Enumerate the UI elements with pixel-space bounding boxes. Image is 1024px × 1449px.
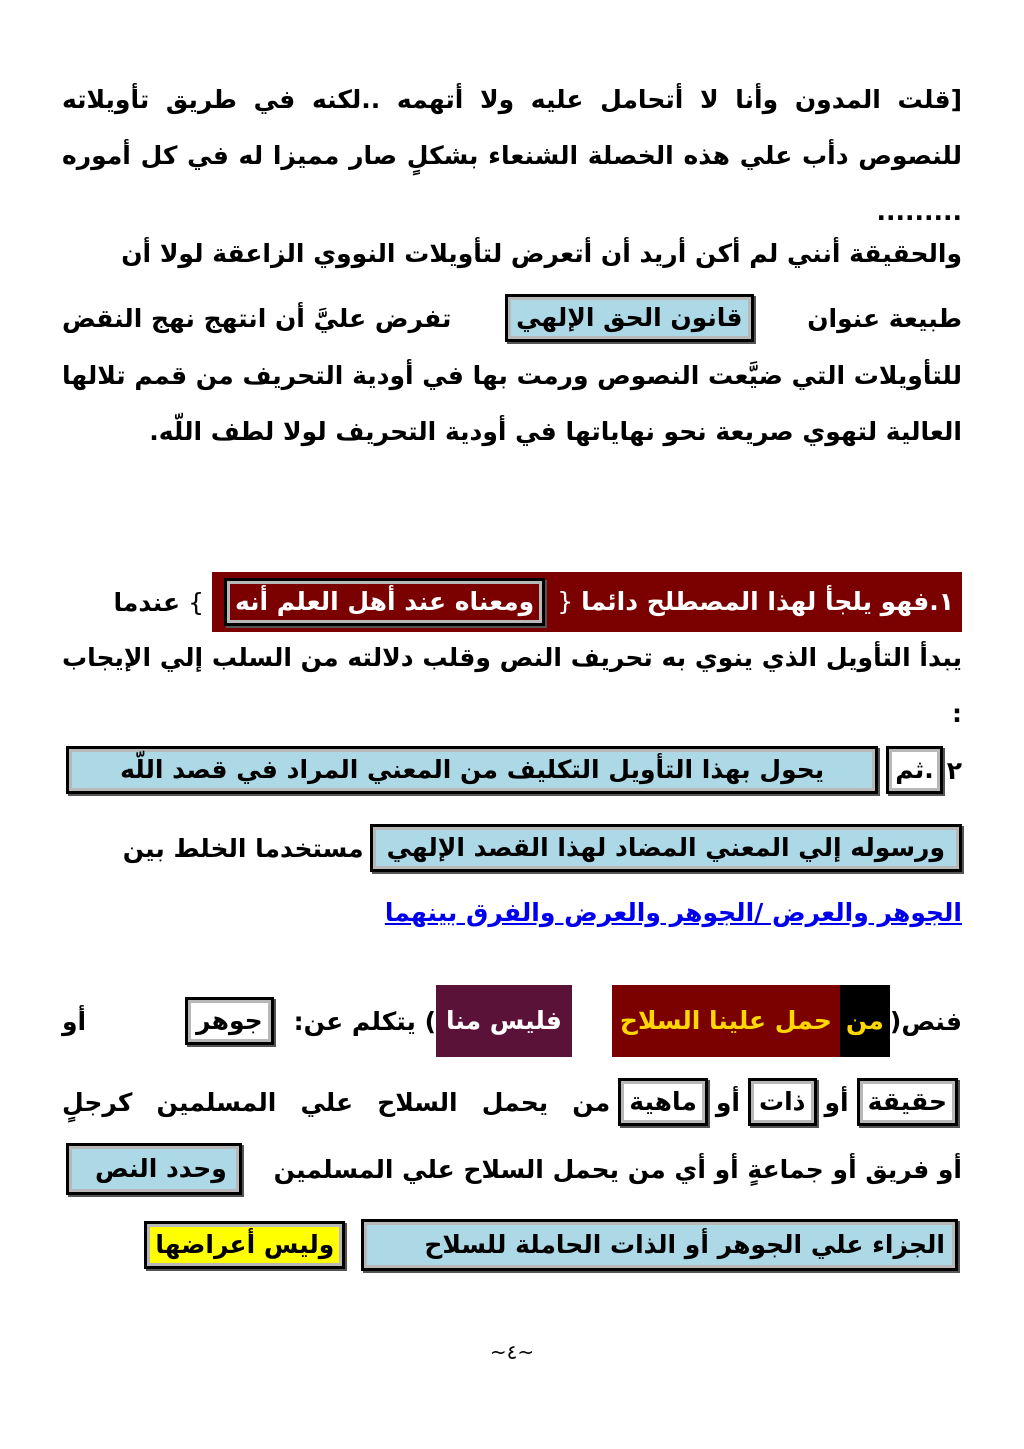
hadith-man: من xyxy=(840,985,890,1057)
highlight-box-title: قانون الحق الإلهي xyxy=(505,294,753,342)
item-2-line xyxy=(62,742,962,798)
item-2-then-box: .ثم xyxy=(886,746,943,794)
mahiya-box: ماهية xyxy=(618,1078,708,1126)
group-text: أو فريق أو جماعةٍ أو أي من يحمل السلاح علي المسلمين xyxy=(273,1154,962,1184)
item-1-box: ومعناه عند أهل العلم أنه xyxy=(224,578,545,626)
penalty-line xyxy=(62,1212,962,1278)
dhat-box: ذات xyxy=(748,1078,817,1126)
item-1-band xyxy=(212,572,962,632)
page-number: ~٤~ xyxy=(489,1340,535,1364)
paragraph-line-with-box xyxy=(62,290,962,346)
or-text: أو xyxy=(824,1087,849,1117)
penalty-box: الجزاء علي الجوهر أو الذات الحاملة للسلاح xyxy=(361,1219,958,1271)
item-2-box-1: يحول بهذا التأويل التكليف من المعني المراد في قصد اللّه xyxy=(66,746,878,794)
brace-close: } xyxy=(188,587,204,617)
item-2-number: ٢ xyxy=(946,755,962,785)
text-determined-box: وحدد النص xyxy=(66,1143,242,1195)
not-accidents-box: وليس أعراضها xyxy=(144,1221,345,1269)
item-2-line-2 xyxy=(62,820,962,876)
item-1-after: عندما xyxy=(113,587,181,617)
item-1-text: ١.فهو يلجأ لهذا المصطلح دائما xyxy=(581,587,954,616)
hadith-aw: أو xyxy=(62,1006,87,1036)
concept-link[interactable]: الجوهر والعرض /الجوهر والعرض والفرق بينهما xyxy=(384,897,962,927)
group-line xyxy=(62,1136,962,1202)
item-1-continuation: يبدأ التأويل الذي ينوي به تحريف النص وقلب دلالته من السلب إلي الإيجاب : xyxy=(62,643,962,728)
attributes-text: من يحمل السلاح علي المسلمين كرجلٍ xyxy=(62,1087,611,1117)
item-2-after: مستخدما الخلط بين xyxy=(122,833,364,863)
intro-paragraph: [قلت المدون وأنا لا أتحامل عليه ولا أتهمه ..لكنه في طريق تأويلاته للنصوص دأب علي هذه الخصلة الشنعاء بشكلٍ صار مميزا له في كل أموره ......... xyxy=(62,85,962,226)
paragraph-text: تفرض عليَّ أن انتهج نهج النقض xyxy=(62,303,452,333)
paragraph-continuation: للتأويلات التي ضيَّعت النصوص ورمت بها في أودية التحريف من قمم تلالها العالية لتهوي صريعة نحو نهاياتها في أودية التحريف لولا لطف اللّه. xyxy=(62,361,962,446)
hadith-prefix: فنص( xyxy=(889,1006,962,1036)
paragraph-line: والحقيقة أنني لم أكن أريد أن أتعرض لتأويلات النووي الزاعقة لولا أن xyxy=(121,239,962,268)
item-2-box-2: ورسوله إلي المعني المضاد لهذا القصد الإلهي xyxy=(370,824,962,872)
item-1-line xyxy=(62,570,962,634)
brace-open: { xyxy=(557,587,574,616)
item-2-link-line xyxy=(62,884,962,940)
haqiqa-box: حقيقة xyxy=(857,1078,958,1126)
hadith-post: ) يتكلم عن: xyxy=(293,1006,437,1036)
hadith-line xyxy=(62,985,962,1057)
jawhar-box: جوهر xyxy=(185,997,274,1045)
hadith-hamal: حمل علينا السلاح xyxy=(612,985,840,1057)
or-text: أو xyxy=(715,1087,740,1117)
attributes-line xyxy=(62,1072,962,1132)
hadith-falays: فليس منا xyxy=(436,985,572,1057)
paragraph-text: طبيعة عنوان xyxy=(807,303,962,333)
